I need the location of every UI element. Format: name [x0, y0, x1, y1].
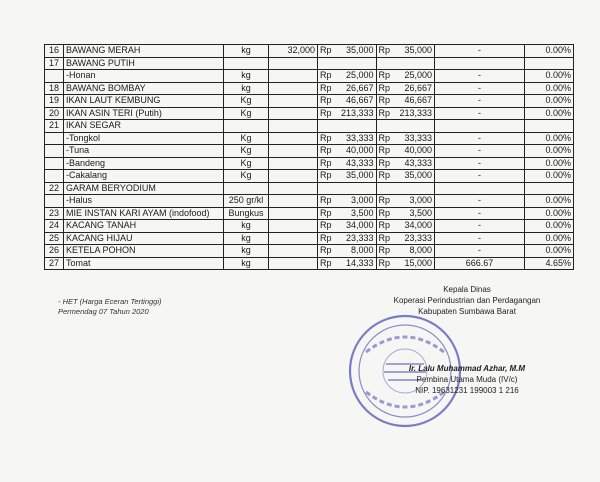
het-cell	[269, 82, 318, 95]
commodity-name: IKAN ASIN TERI (Putih)	[64, 107, 224, 120]
row-number	[45, 195, 64, 208]
het-cell	[269, 157, 318, 170]
price-change: 666.67	[435, 257, 525, 270]
percent-change: 0.00%	[525, 207, 574, 220]
percent-change: 0.00%	[525, 107, 574, 120]
footnote-regulation: Permendag 07 Tahun 2020	[58, 307, 149, 316]
percent-change	[525, 182, 574, 195]
price-table	[44, 44, 574, 270]
price-current: 25,000	[392, 70, 435, 83]
price-current: 43,333	[392, 157, 435, 170]
price-change: -	[435, 232, 525, 245]
row-number	[45, 70, 64, 83]
price-change: -	[435, 245, 525, 258]
price-current: 3,000	[392, 195, 435, 208]
price-previous: 35,000	[334, 170, 377, 183]
percent-change	[525, 57, 574, 70]
price-change: -	[435, 157, 525, 170]
commodity-name: -Bandeng	[64, 157, 224, 170]
currency-label: Rp	[376, 145, 392, 158]
unit-cell	[224, 182, 269, 195]
signatory-name: Ir. Lalu Muhammad Azhar, M.M	[408, 364, 526, 373]
het-cell	[269, 107, 318, 120]
unit-cell: kg	[224, 232, 269, 245]
footnote-het: - HET (Harga Eceran Tertinggi)	[58, 297, 162, 306]
het-cell: 32,000	[269, 45, 318, 58]
currency-label	[318, 120, 334, 133]
price-change	[435, 120, 525, 133]
signatory-office: Koperasi Perindustrian dan Perdagangan	[393, 296, 541, 305]
row-number: 24	[45, 220, 64, 233]
percent-change	[525, 120, 574, 133]
percent-change: 0.00%	[525, 220, 574, 233]
signatory-rank: Pembina Utama Muda (IV/c)	[416, 375, 518, 384]
row-number: 25	[45, 232, 64, 245]
commodity-name: IKAN SEGAR	[64, 120, 224, 133]
price-current	[392, 57, 435, 70]
currency-label: Rp	[376, 82, 392, 95]
price-change: -	[435, 207, 525, 220]
currency-label: Rp	[376, 245, 392, 258]
table-row	[45, 95, 574, 108]
currency-label: Rp	[376, 232, 392, 245]
currency-label	[318, 57, 334, 70]
row-number: 18	[45, 82, 64, 95]
het-cell	[269, 207, 318, 220]
table-row	[45, 157, 574, 170]
price-change: -	[435, 195, 525, 208]
het-cell	[269, 170, 318, 183]
row-number: 23	[45, 207, 64, 220]
signatory-nip: NIP. 19631231 199003 1 216	[415, 386, 519, 395]
currency-label: Rp	[376, 132, 392, 145]
currency-label: Rp	[318, 82, 334, 95]
unit-cell: Bungkus	[224, 207, 269, 220]
currency-label: Rp	[376, 257, 392, 270]
het-cell	[269, 95, 318, 108]
price-previous: 34,000	[334, 220, 377, 233]
row-number	[45, 145, 64, 158]
row-number: 19	[45, 95, 64, 108]
row-number: 17	[45, 57, 64, 70]
unit-cell: Kg	[224, 132, 269, 145]
currency-label: Rp	[376, 157, 392, 170]
het-cell	[269, 145, 318, 158]
currency-label: Rp	[318, 232, 334, 245]
price-change: -	[435, 145, 525, 158]
table-row	[45, 195, 574, 208]
het-cell	[269, 195, 318, 208]
table-row	[45, 82, 574, 95]
table-row	[45, 120, 574, 133]
price-current: 46,667	[392, 95, 435, 108]
het-cell	[269, 220, 318, 233]
unit-cell: Kg	[224, 145, 269, 158]
unit-cell: kg	[224, 245, 269, 258]
row-number: 20	[45, 107, 64, 120]
price-change: -	[435, 170, 525, 183]
price-previous: 23,333	[334, 232, 377, 245]
signatory-title: Kepala Dinas	[443, 285, 491, 294]
het-cell	[269, 57, 318, 70]
het-cell	[269, 232, 318, 245]
commodity-name: -Honan	[64, 70, 224, 83]
price-previous: 25,000	[334, 70, 377, 83]
currency-label: Rp	[376, 195, 392, 208]
table-row	[45, 107, 574, 120]
currency-label: Rp	[318, 107, 334, 120]
currency-label	[376, 120, 392, 133]
currency-label: Rp	[376, 207, 392, 220]
commodity-name: -Cakalang	[64, 170, 224, 183]
commodity-name: KACANG TANAH	[64, 220, 224, 233]
price-current: 3,500	[392, 207, 435, 220]
currency-label: Rp	[318, 207, 334, 220]
price-previous: 3,000	[334, 195, 377, 208]
price-current: 8,000	[392, 245, 435, 258]
commodity-name: Tomat	[64, 257, 224, 270]
price-previous: 46,667	[334, 95, 377, 108]
table-row	[45, 245, 574, 258]
percent-change: 0.00%	[525, 170, 574, 183]
percent-change: 0.00%	[525, 95, 574, 108]
row-number	[45, 132, 64, 145]
currency-label: Rp	[318, 245, 334, 258]
percent-change: 0.00%	[525, 157, 574, 170]
row-number: 16	[45, 45, 64, 58]
table-row	[45, 70, 574, 83]
price-change: -	[435, 107, 525, 120]
price-current	[392, 182, 435, 195]
percent-change: 0.00%	[525, 245, 574, 258]
currency-label: Rp	[376, 45, 392, 58]
currency-label: Rp	[318, 157, 334, 170]
unit-cell: kg	[224, 220, 269, 233]
currency-label: Rp	[318, 45, 334, 58]
price-change	[435, 57, 525, 70]
commodity-name: KETELA POHON	[64, 245, 224, 258]
row-number	[45, 157, 64, 170]
price-change: -	[435, 70, 525, 83]
unit-cell: kg	[224, 45, 269, 58]
unit-cell: 250 gr/kl	[224, 195, 269, 208]
price-current: 33,333	[392, 132, 435, 145]
row-number: 26	[45, 245, 64, 258]
unit-cell: Kg	[224, 95, 269, 108]
table-row	[45, 57, 574, 70]
price-change: -	[435, 82, 525, 95]
currency-label: Rp	[318, 170, 334, 183]
price-previous: 26,667	[334, 82, 377, 95]
price-current: 35,000	[392, 170, 435, 183]
het-cell	[269, 120, 318, 133]
percent-change: 0.00%	[525, 145, 574, 158]
price-previous: 33,333	[334, 132, 377, 145]
currency-label: Rp	[318, 70, 334, 83]
commodity-name: -Tongkol	[64, 132, 224, 145]
price-change: -	[435, 95, 525, 108]
unit-cell: Kg	[224, 157, 269, 170]
het-cell	[269, 257, 318, 270]
commodity-name: BAWANG MERAH	[64, 45, 224, 58]
table-row	[45, 45, 574, 58]
row-number: 21	[45, 120, 64, 133]
table-row	[45, 145, 574, 158]
unit-cell: kg	[224, 82, 269, 95]
unit-cell: kg	[224, 257, 269, 270]
price-change: -	[435, 132, 525, 145]
commodity-name: -Tuna	[64, 145, 224, 158]
percent-change: 0.00%	[525, 82, 574, 95]
commodity-name: IKAN LAUT KEMBUNG	[64, 95, 224, 108]
table-row	[45, 232, 574, 245]
currency-label: Rp	[318, 145, 334, 158]
percent-change: 4.65%	[525, 257, 574, 270]
commodity-name: BAWANG PUTIH	[64, 57, 224, 70]
currency-label	[376, 57, 392, 70]
price-current: 34,000	[392, 220, 435, 233]
currency-label: Rp	[318, 132, 334, 145]
currency-label	[376, 182, 392, 195]
price-change: -	[435, 45, 525, 58]
table-row	[45, 170, 574, 183]
table-row	[45, 132, 574, 145]
price-current	[392, 120, 435, 133]
currency-label: Rp	[376, 220, 392, 233]
signature-block	[372, 284, 562, 396]
currency-label: Rp	[318, 195, 334, 208]
table-row	[45, 220, 574, 233]
price-previous	[334, 120, 377, 133]
row-number: 27	[45, 257, 64, 270]
commodity-name: BAWANG BOMBAY	[64, 82, 224, 95]
percent-change: 0.00%	[525, 70, 574, 83]
unit-cell	[224, 120, 269, 133]
commodity-name: KACANG HIJAU	[64, 232, 224, 245]
price-previous: 8,000	[334, 245, 377, 258]
het-cell	[269, 132, 318, 145]
unit-cell: kg	[224, 70, 269, 83]
commodity-name: GARAM BERYODIUM	[64, 182, 224, 195]
het-cell	[269, 182, 318, 195]
table-row	[45, 182, 574, 195]
price-previous: 43,333	[334, 157, 377, 170]
currency-label: Rp	[318, 257, 334, 270]
currency-label: Rp	[376, 170, 392, 183]
price-previous: 40,000	[334, 145, 377, 158]
het-cell	[269, 245, 318, 258]
price-current: 40,000	[392, 145, 435, 158]
price-current: 15,000	[392, 257, 435, 270]
table-row	[45, 207, 574, 220]
currency-label: Rp	[376, 107, 392, 120]
price-previous: 3,500	[334, 207, 377, 220]
table-row	[45, 257, 574, 270]
percent-change: 0.00%	[525, 132, 574, 145]
price-previous: 14,333	[334, 257, 377, 270]
commodity-name: -Halus	[64, 195, 224, 208]
currency-label	[318, 182, 334, 195]
unit-cell: Kg	[224, 170, 269, 183]
percent-change: 0.00%	[525, 195, 574, 208]
price-current: 213,333	[392, 107, 435, 120]
row-number: 22	[45, 182, 64, 195]
currency-label: Rp	[318, 95, 334, 108]
signatory-region: Kabupaten Sumbawa Barat	[418, 307, 516, 316]
price-previous: 213,333	[334, 107, 377, 120]
price-previous	[334, 57, 377, 70]
price-previous	[334, 182, 377, 195]
currency-label: Rp	[318, 220, 334, 233]
currency-label: Rp	[376, 95, 392, 108]
price-current: 35,000	[392, 45, 435, 58]
commodity-name: MIE INSTAN KARI AYAM (indofood)	[64, 207, 224, 220]
unit-cell	[224, 57, 269, 70]
price-current: 23,333	[392, 232, 435, 245]
currency-label: Rp	[376, 70, 392, 83]
percent-change: 0.00%	[525, 232, 574, 245]
price-change: -	[435, 220, 525, 233]
percent-change: 0.00%	[525, 45, 574, 58]
unit-cell: Kg	[224, 107, 269, 120]
price-previous: 35,000	[334, 45, 377, 58]
price-change	[435, 182, 525, 195]
row-number	[45, 170, 64, 183]
het-cell	[269, 70, 318, 83]
footnotes	[58, 297, 162, 317]
price-current: 26,667	[392, 82, 435, 95]
